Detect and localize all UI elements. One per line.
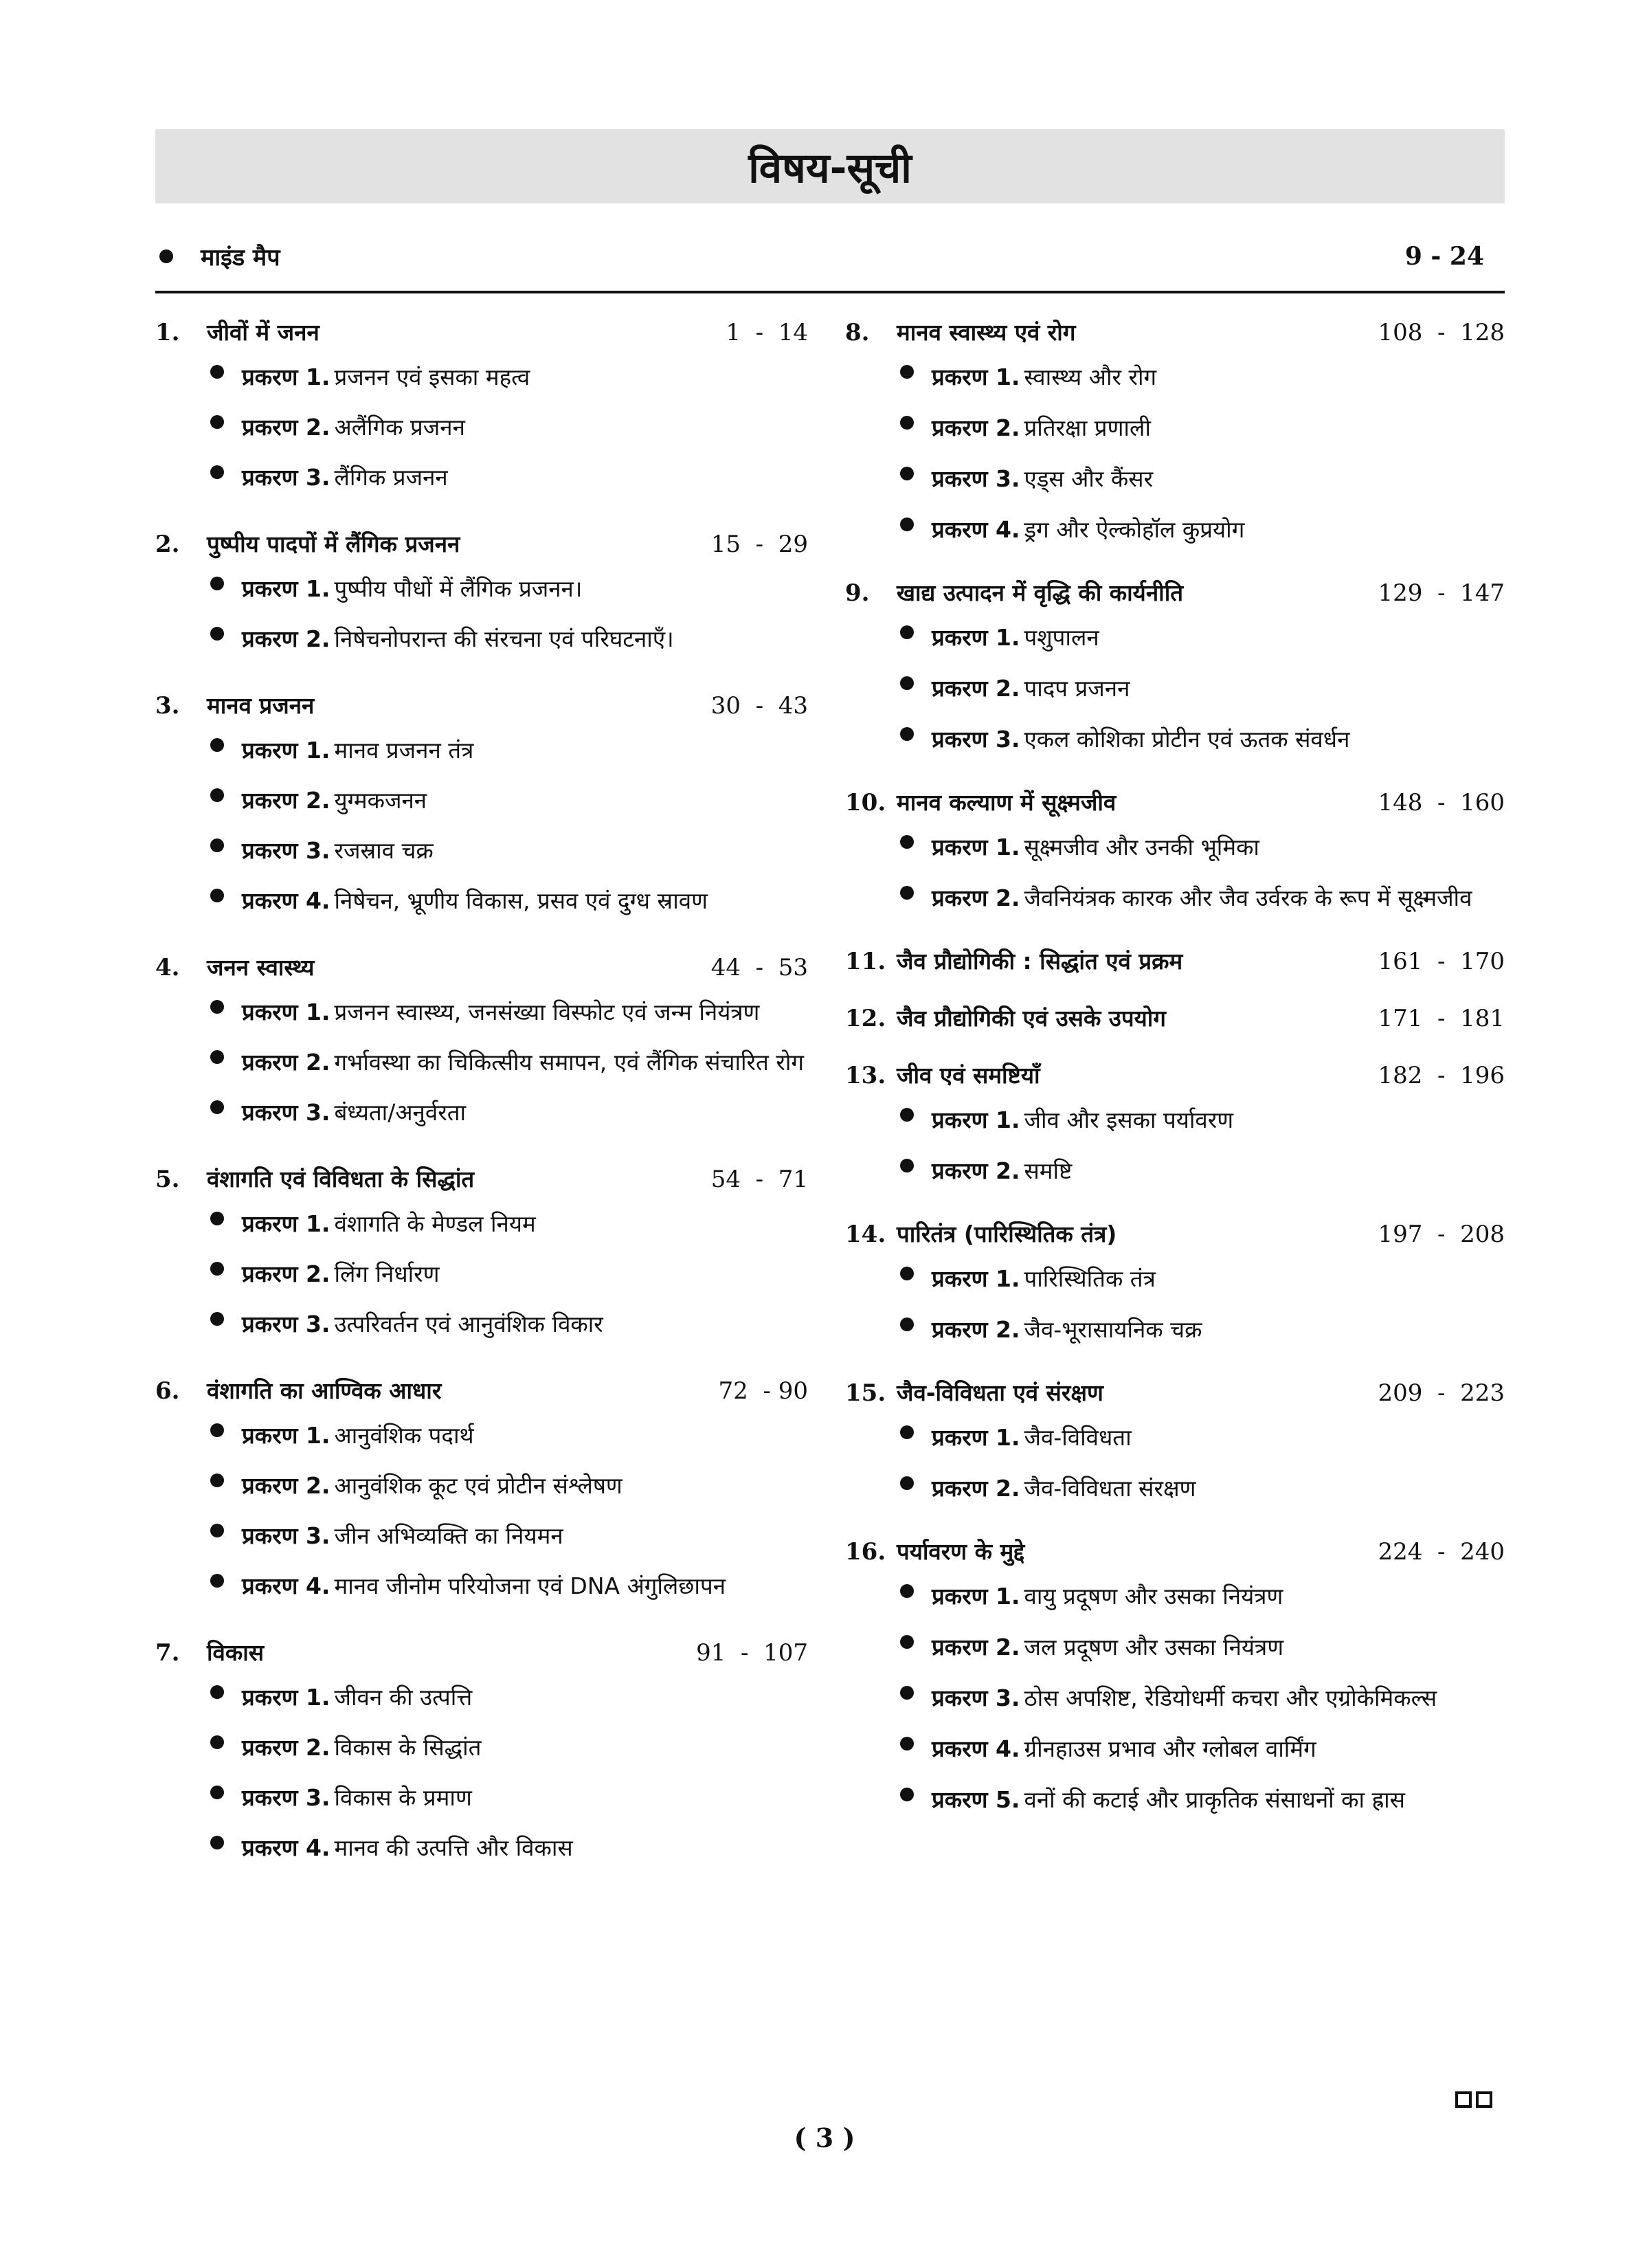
chapter-pages: 15 - 29	[710, 531, 808, 558]
topic-label: प्रकरण 5.	[932, 1786, 1020, 1813]
topic-item[interactable]	[845, 1675, 1505, 1726]
topic-label: प्रकरण 4.	[932, 516, 1020, 543]
chapter-title: विकास	[207, 1639, 265, 1666]
topic-label: प्रकरण 1.	[242, 737, 330, 764]
topic-text: जैव-विविधता संरक्षण	[1024, 1475, 1196, 1502]
topic-item[interactable]	[155, 1513, 808, 1563]
toc-chapter	[845, 786, 1505, 926]
divider-line	[155, 291, 1505, 293]
chapter-row[interactable]	[845, 1218, 1505, 1256]
topic-item[interactable]	[155, 1251, 808, 1301]
topic-item[interactable]	[155, 1089, 808, 1139]
bullet-icon	[210, 365, 224, 379]
mindmap-label: माइंड मैप	[201, 244, 280, 271]
toc-chapter	[155, 528, 808, 666]
toc-chapter	[845, 945, 1505, 983]
chapter-number: 9.	[845, 579, 870, 607]
topic-text: उत्परिवर्तन एवं आनुवंशिक विकार	[334, 1311, 603, 1337]
toc-chapter	[845, 577, 1505, 767]
chapter-number: 5.	[155, 1166, 180, 1193]
topic-text: एकल कोशिका प्रोटीन एवं ऊतक संवर्धन	[1024, 726, 1350, 753]
chapter-title: जनन स्वास्थ्य	[207, 954, 315, 981]
topic-text: जीवन की उत्पत्ति	[334, 1684, 473, 1711]
bullet-icon	[900, 1159, 914, 1172]
topic-text: आनुवंशिक पदार्थ	[334, 1422, 474, 1449]
topic-text: जैव-भूरासायनिक चक्र	[1024, 1316, 1202, 1343]
topic-text: स्वास्थ्य और रोग	[1024, 364, 1157, 390]
toc-chapter	[845, 1218, 1505, 1357]
chapter-number: 14.	[845, 1221, 886, 1248]
toc-chapter	[155, 1163, 808, 1351]
bullet-icon	[900, 1267, 914, 1280]
topic-item[interactable]	[845, 1148, 1505, 1199]
bullet-icon	[210, 1312, 224, 1326]
toc-chapter	[155, 1636, 808, 1875]
topic-item[interactable]	[155, 1039, 808, 1089]
toc-right-column	[845, 316, 1505, 1827]
topic-label: प्रकरण 3.	[932, 465, 1020, 492]
topic-text: बंध्यता/अनुर्वरता	[334, 1099, 467, 1126]
chapter-row[interactable]	[845, 577, 1505, 614]
chapter-title: जैव-विविधता एवं संरक्षण	[897, 1379, 1103, 1406]
chapter-title: खाद्य उत्पादन में वृद्धि की कार्यनीति	[897, 579, 1184, 606]
chapter-row[interactable]	[845, 1002, 1505, 1040]
topic-label: प्रकरण 1.	[242, 1210, 330, 1237]
bullet-icon	[210, 1100, 224, 1114]
topic-text: प्रतिरक्षा प्रणाली	[1024, 414, 1151, 441]
toc-chapter	[845, 1002, 1505, 1040]
topic-text: जीन अभिव्यक्ति का नियमन	[334, 1522, 563, 1549]
topic-text: वनों की कटाई और प्राकृतिक संसाधनों का ह्रास	[1024, 1786, 1405, 1813]
bullet-icon	[900, 1318, 914, 1331]
topic-item[interactable]	[155, 1463, 808, 1513]
topic-item[interactable]	[155, 1563, 808, 1613]
bullet-icon	[210, 577, 224, 590]
chapter-title: जीव एवं समष्टियाँ	[897, 1062, 1040, 1089]
bullet-icon	[900, 365, 914, 379]
topic-text: पारिस्थितिक तंत्र	[1024, 1265, 1156, 1292]
topic-text: निषेचनोपरान्त की संरचना एवं परिघटनाएँ।	[334, 625, 674, 652]
chapter-pages: 148 - 160	[1378, 789, 1505, 816]
topic-item[interactable]	[155, 566, 808, 616]
bullet-icon	[900, 727, 914, 741]
topic-text: जीव और इसका पर्यावरण	[1024, 1107, 1234, 1133]
chapter-row[interactable]	[845, 786, 1505, 824]
topic-item[interactable]	[155, 1674, 808, 1724]
topic-text: ड्रग और ऐल्कोहॉल कुप्रयोग	[1024, 516, 1245, 543]
topic-text: आनुवंशिक कूट एवं प्रोटीन संश्लेषण	[334, 1472, 622, 1499]
chapter-row[interactable]	[155, 1636, 808, 1674]
topic-label: प्रकरण 1.	[242, 575, 330, 602]
topic-text: जल प्रदूषण और उसका नियंत्रण	[1024, 1634, 1284, 1660]
topic-item[interactable]	[155, 1775, 808, 1825]
topic-item[interactable]	[155, 1412, 808, 1463]
chapter-row[interactable]	[155, 316, 808, 354]
chapter-row[interactable]	[845, 1535, 1505, 1573]
bullet-icon	[900, 416, 914, 430]
chapter-number: 15.	[845, 1379, 886, 1407]
title-bar	[155, 129, 1505, 203]
topic-label: प्रकरण 2.	[932, 675, 1020, 702]
chapter-title: जैव प्रौद्योगिकी एवं उसके उपयोग	[897, 1005, 1166, 1032]
chapter-pages: 129 - 147	[1378, 579, 1505, 607]
topic-item[interactable]	[845, 1256, 1505, 1307]
bullet-icon	[210, 627, 224, 641]
chapter-number: 13.	[845, 1062, 886, 1089]
topic-item[interactable]	[155, 878, 808, 928]
topic-label: प्रकरण 1.	[932, 1583, 1020, 1610]
bullet-icon	[900, 1584, 914, 1598]
toc-chapter	[845, 1377, 1505, 1516]
chapter-row[interactable]	[845, 316, 1505, 354]
bullet-icon	[900, 1476, 914, 1490]
bullet-icon	[900, 467, 914, 480]
topic-item[interactable]	[845, 1573, 1505, 1624]
topic-text: मानव की उत्पत्ति और विकास	[334, 1834, 573, 1861]
chapter-pages: 44 - 53	[710, 954, 808, 981]
chapter-row[interactable]	[845, 1377, 1505, 1414]
bullet-icon	[210, 788, 224, 802]
topic-text: समष्टि	[1024, 1157, 1073, 1184]
topic-text: सूक्ष्मजीव और उनकी भूमिका	[1024, 834, 1259, 860]
topic-label: प्रकरण 3.	[242, 1784, 330, 1811]
topic-text: लिंग निर्धारण	[334, 1260, 440, 1287]
topic-label: प्रकरण 3.	[242, 837, 330, 864]
toc-chapter	[845, 1059, 1505, 1199]
chapter-number: 1.	[155, 319, 180, 346]
chapter-pages: 91 - 107	[696, 1639, 808, 1667]
topic-item[interactable]	[155, 354, 808, 404]
topic-label: प्रकरण 4.	[242, 1834, 330, 1861]
end-mark-icon	[1455, 2091, 1492, 2108]
topic-item[interactable]	[155, 1201, 808, 1251]
bullet-icon	[210, 465, 224, 479]
topic-label: प्रकरण 1.	[242, 1422, 330, 1449]
chapter-number: 12.	[845, 1005, 886, 1032]
chapter-number: 7.	[155, 1639, 180, 1667]
bullet-icon	[900, 1788, 914, 1801]
chapter-title: मानव स्वास्थ्य एवं रोग	[897, 319, 1076, 346]
topic-label: प्रकरण 3.	[242, 1522, 330, 1549]
topic-text: पशुपालन	[1024, 624, 1099, 651]
chapter-pages: 197 - 208	[1378, 1221, 1505, 1248]
bullet-icon	[210, 1262, 224, 1276]
topic-item[interactable]	[845, 1097, 1505, 1148]
chapter-row[interactable]	[845, 1059, 1505, 1097]
topic-text: ग्रीनहाउस प्रभाव और ग्लोबल वार्मिंग	[1024, 1735, 1316, 1762]
toc-left-column	[155, 316, 808, 1875]
chapter-pages: 108 - 128	[1378, 319, 1505, 346]
topic-label: प्रकरण 3.	[242, 464, 330, 491]
chapter-number: 8.	[845, 319, 870, 346]
topic-label: प्रकरण 3.	[242, 1099, 330, 1126]
topic-label: प्रकरण 1.	[932, 1265, 1020, 1292]
bullet-icon	[210, 1786, 224, 1799]
topic-text: प्रजनन स्वास्थ्य, जनसंख्या विस्फोट एवं जन्म नियंत्रण	[334, 999, 760, 1025]
topic-item[interactable]	[845, 507, 1505, 557]
topic-text: वायु प्रदूषण और उसका नियंत्रण	[1024, 1583, 1283, 1610]
topic-item[interactable]	[845, 354, 1505, 405]
topic-label: प्रकरण 3.	[242, 1311, 330, 1337]
bullet-icon	[210, 1423, 224, 1437]
topic-label: प्रकरण 1.	[932, 624, 1020, 651]
topic-text: निषेचन, भ्रूणीय विकास, प्रसव एवं दुग्ध स्रावण	[334, 887, 708, 914]
topic-item[interactable]	[155, 727, 808, 777]
topic-text: वंशागति के मेण्डल नियम	[334, 1210, 536, 1237]
chapter-pages: 224 - 240	[1378, 1538, 1505, 1566]
topic-item[interactable]	[845, 1624, 1505, 1675]
chapter-row[interactable]	[845, 945, 1505, 983]
topic-text: विकास के सिद्धांत	[334, 1734, 482, 1761]
topic-label: प्रकरण 2.	[932, 1316, 1020, 1343]
topic-label: प्रकरण 2.	[932, 414, 1020, 441]
chapter-row[interactable]	[155, 528, 808, 566]
topic-item[interactable]	[845, 1465, 1505, 1516]
topic-label: प्रकरण 2.	[932, 1157, 1020, 1184]
chapter-number: 11.	[845, 948, 886, 975]
toc-chapter	[845, 316, 1505, 557]
topic-text: जैवनियंत्रक कारक और जैव उर्वरक के रूप में सूक्ष्मजीव	[1024, 885, 1472, 911]
bullet-icon	[210, 1836, 224, 1849]
topic-item[interactable]	[155, 1825, 808, 1875]
topic-label: प्रकरण 1.	[932, 1107, 1020, 1133]
chapter-title: वंशागति एवं विविधता के सिद्धांत	[207, 1166, 475, 1192]
chapter-row[interactable]	[155, 1375, 808, 1412]
topic-label: प्रकरण 2.	[242, 787, 330, 814]
toc-chapter	[845, 1535, 1505, 1827]
topic-text: प्रजनन एवं इसका महत्व	[334, 364, 530, 390]
topic-label: प्रकरण 2.	[242, 1472, 330, 1499]
page-title: विषय-सूची	[748, 144, 912, 192]
chapter-title: वंशागति का आण्विक आधार	[207, 1377, 442, 1404]
topic-item[interactable]	[155, 404, 808, 454]
topic-label: प्रकरण 1.	[932, 834, 1020, 860]
bullet-icon	[210, 1685, 224, 1699]
topic-text: एड्स और कैंसर	[1024, 465, 1154, 492]
topic-text: गर्भावस्था का चिकित्सीय समापन, एवं लैंगिक संचारित रोग	[334, 1049, 804, 1076]
toc-chapter	[155, 951, 808, 1139]
topic-text: पुष्पीय पौधों में लैंगिक प्रजनन।	[334, 575, 583, 602]
topic-item[interactable]	[845, 875, 1505, 926]
topic-label: प्रकरण 4.	[242, 1572, 330, 1599]
topic-label: प्रकरण 1.	[932, 364, 1020, 390]
toc-chapter	[155, 1375, 808, 1613]
topic-item[interactable]	[845, 1414, 1505, 1465]
topic-label: प्रकरण 2.	[242, 625, 330, 652]
topic-text: पादप प्रजनन	[1024, 675, 1130, 702]
topic-item[interactable]	[155, 1301, 808, 1351]
topic-text: ठोस अपशिष्ट, रेडियोधर्मी कचरा और एग्रोकेमिकल्स	[1024, 1685, 1437, 1711]
toc-chapter	[155, 689, 808, 928]
chapter-title: जैव प्रौद्योगिकी : सिद्धांत एवं प्रक्रम	[897, 948, 1183, 975]
chapter-number: 16.	[845, 1538, 886, 1566]
topic-item[interactable]	[155, 454, 808, 504]
chapter-number: 2.	[155, 531, 180, 558]
bullet-icon	[900, 1108, 914, 1122]
chapter-pages: 209 - 223	[1378, 1379, 1505, 1407]
topic-item[interactable]	[155, 827, 808, 878]
bullet-icon	[900, 518, 914, 531]
bullet-icon	[210, 415, 224, 429]
chapter-title: पुष्पीय पादपों में लैंगिक प्रजनन	[207, 531, 460, 557]
bullet-icon	[900, 1737, 914, 1750]
chapter-title: जीवों में जनन	[207, 319, 319, 346]
chapter-row[interactable]	[155, 951, 808, 989]
chapter-number: 3.	[155, 692, 180, 720]
bullet-icon	[900, 835, 914, 849]
bullet-icon	[210, 1735, 224, 1749]
topic-item[interactable]	[845, 614, 1505, 665]
topic-item[interactable]	[845, 665, 1505, 716]
topic-text: अलैंगिक प्रजनन	[334, 414, 465, 441]
topic-text: लैंगिक प्रजनन	[334, 464, 448, 491]
chapter-number: 10.	[845, 789, 886, 816]
topic-label: प्रकरण 2.	[242, 414, 330, 441]
topic-item[interactable]	[845, 1726, 1505, 1777]
topic-item[interactable]	[845, 405, 1505, 456]
topic-text: मानव प्रजनन तंत्र	[334, 737, 474, 764]
topic-text: रजस्राव चक्र	[334, 837, 434, 864]
chapter-pages: 161 - 170	[1378, 948, 1505, 975]
mindmap-entry[interactable]	[155, 234, 1505, 279]
bullet-icon	[210, 1000, 224, 1014]
bullet-icon	[210, 1524, 224, 1537]
topic-label: प्रकरण 2.	[932, 1634, 1020, 1660]
topic-item[interactable]	[845, 716, 1505, 767]
bullet-icon	[159, 249, 173, 263]
topic-text: विकास के प्रमाण	[334, 1784, 472, 1811]
topic-item[interactable]	[845, 1307, 1505, 1357]
topic-item[interactable]	[155, 616, 808, 666]
topic-item[interactable]	[155, 1724, 808, 1775]
topic-label: प्रकरण 4.	[242, 887, 330, 914]
topic-label: प्रकरण 2.	[242, 1734, 330, 1761]
bullet-icon	[210, 1574, 224, 1588]
bullet-icon	[210, 1474, 224, 1487]
bullet-icon	[900, 886, 914, 900]
topic-item[interactable]	[155, 777, 808, 827]
bullet-icon	[210, 1050, 224, 1064]
chapter-title: मानव कल्याण में सूक्ष्मजीव	[897, 789, 1117, 816]
topic-item[interactable]	[155, 989, 808, 1039]
bullet-icon	[210, 738, 224, 752]
bullet-icon	[900, 1425, 914, 1439]
topic-label: प्रकरण 2.	[242, 1260, 330, 1287]
topic-item[interactable]	[845, 1777, 1505, 1827]
bullet-icon	[210, 1212, 224, 1225]
topic-label: प्रकरण 3.	[932, 1685, 1020, 1711]
chapter-title: मानव प्रजनन	[207, 692, 315, 719]
chapter-pages: 171 - 181	[1378, 1005, 1505, 1032]
chapter-pages: 1 - 14	[726, 319, 808, 346]
toc-chapter	[155, 316, 808, 504]
topic-text: मानव जीनोम परियोजना एवं DNA अंगुलिछापन	[334, 1572, 726, 1599]
bullet-icon	[900, 1686, 914, 1700]
topic-label: प्रकरण 1.	[242, 364, 330, 390]
topic-text: जैव-विविधता	[1024, 1424, 1132, 1451]
topic-label: प्रकरण 4.	[932, 1735, 1020, 1762]
chapter-pages: 72 - 90	[718, 1377, 808, 1405]
page-number: ( 3 )	[794, 2122, 855, 2153]
chapter-pages: 182 - 196	[1378, 1062, 1505, 1089]
chapter-number: 4.	[155, 954, 180, 981]
topic-label: प्रकरण 2.	[242, 1049, 330, 1076]
topic-label: प्रकरण 1.	[242, 1684, 330, 1711]
chapter-pages: 30 - 43	[710, 692, 808, 720]
chapter-number: 6.	[155, 1377, 180, 1405]
chapter-row[interactable]	[155, 1163, 808, 1201]
chapter-row[interactable]	[155, 689, 808, 727]
chapter-pages: 54 - 71	[710, 1166, 808, 1193]
topic-label: प्रकरण 1.	[932, 1424, 1020, 1451]
bullet-icon	[900, 1635, 914, 1649]
mindmap-pages: 9 - 24	[1404, 242, 1484, 271]
topic-label: प्रकरण 2.	[932, 1475, 1020, 1502]
topic-item[interactable]	[845, 824, 1505, 875]
bullet-icon	[210, 889, 224, 902]
bullet-icon	[900, 625, 914, 639]
topic-item[interactable]	[845, 456, 1505, 507]
topic-label: प्रकरण 1.	[242, 999, 330, 1025]
bullet-icon	[900, 676, 914, 690]
topic-label: प्रकरण 3.	[932, 726, 1020, 753]
topic-text: युग्मकजनन	[334, 787, 427, 814]
topic-label: प्रकरण 2.	[932, 885, 1020, 911]
bullet-icon	[210, 838, 224, 852]
chapter-title: पर्यावरण के मुद्दे	[897, 1538, 1025, 1565]
chapter-title: पारितंत्र (पारिस्थितिक तंत्र)	[897, 1221, 1117, 1247]
